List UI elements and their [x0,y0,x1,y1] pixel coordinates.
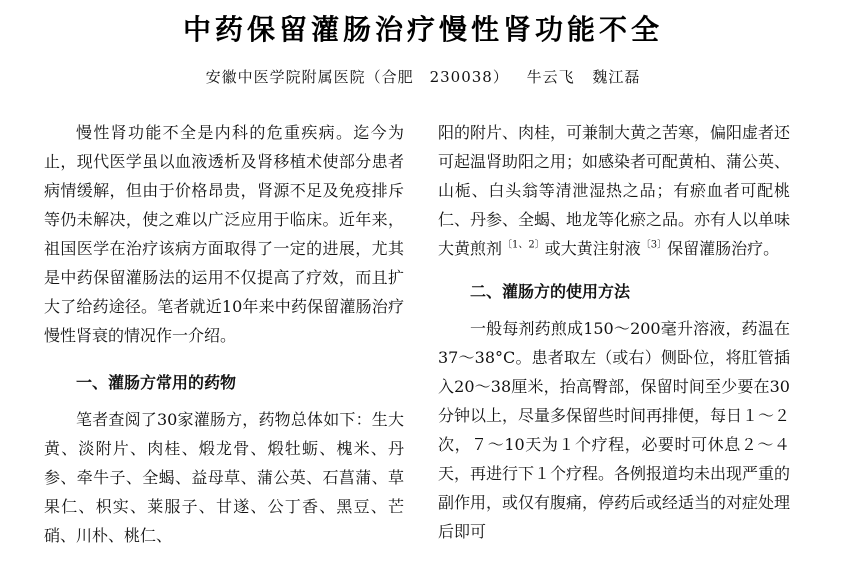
section-paragraph: 笔者查阅了30家灌肠方，药物总体如下：生大黄、淡附片、肉桂、煅龙骨、煅牡蛎、槐米、丹参、牵牛子、全蝎、益母草、蒲公英、石菖蒲、草果仁、枳实、莱服子、甘遂、公丁香、黑豆、芒硝、川朴、桃仁、 [44,410,404,545]
section-heading: 一、灌肠方常用的药物 [76,373,237,392]
citation: 〔1、2〕 [502,239,545,251]
section-heading: 二、灌肠方的使用方法 [470,282,631,301]
continued-paragraph [438,118,790,263]
author-line [0,66,846,87]
citation: 〔3〕 [640,239,668,251]
intro-paragraph: 慢性肾功能不全是内科的危重疾病。迄今为止，现代医学虽以血液透析及肾移植术使部分患者病情缓解，但由于价格昂贵，肾源不足及免疫排斥等仍未解决，使之难以广泛应用于临床。近年来，祖国医学在治疗该病方面取得了一定的进展，尤其是中药保留灌肠法的运用不仅提高了疗效，而且扩大了给药途径。笔者就近10年来中药保留灌肠治疗慢性肾衰的情况作一介绍。 [44,123,404,345]
paragraph-text: 或大黄注射液 [544,239,641,258]
author-name: 魏江磊 [592,68,641,86]
paragraph-text: 保留灌肠治疗。 [667,239,780,258]
paragraph-text: 阳的附片、肉桂，可兼制大黄之苦寒，偏阳虚者还可起温肾助阳之用；如感染者可配黄柏、蒲公英、山栀、白头翁等清泄湿热之品；有瘀血者可配桃仁、丹参、全蝎、地龙等化瘀之品。亦有人以单味大黄煎剂 [438,123,791,258]
affiliation: 安徽中医学院附属医院（合肥 230038） [205,68,509,86]
section-paragraph: 一般每剂药煎成150～200毫升溶液，药温在37～38°C。患者取左（或右）侧卧位，将肛管插入20～38厘米，抬高臀部，保留时间至少要在30分钟以上，尽量多保留些时间再排便，每日１～２次，７～10天为１个疗程，必要时可休息２～４天，再进行下１个疗程。各例报道均未出现严重的副作用，或仅有腹痛，停药后或经适当的对症处理后即可 [438,319,791,541]
article-title: 中药保留灌肠治疗慢性肾功能不全 [182,13,663,46]
right-column [438,118,790,546]
left-column [44,118,404,550]
author-name: 牛云飞 [526,68,575,86]
